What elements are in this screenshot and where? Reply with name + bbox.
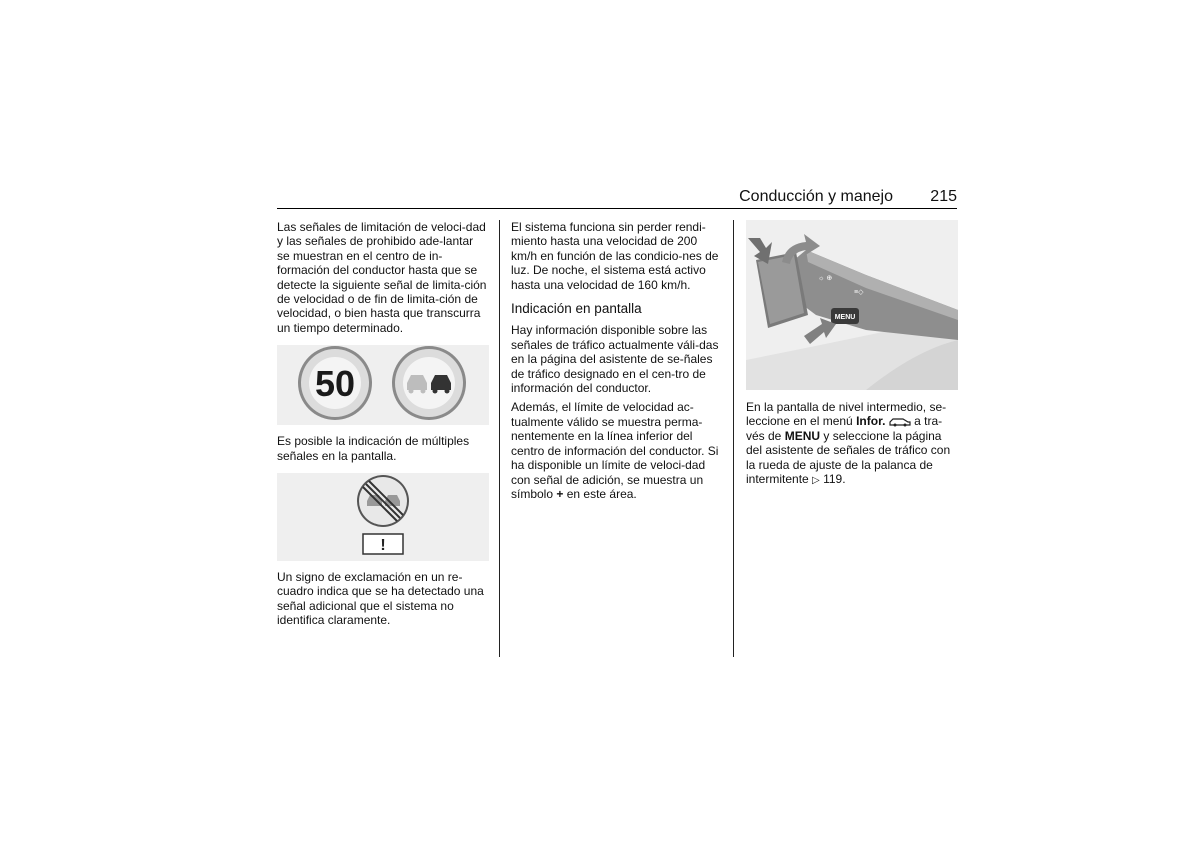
section-heading: Indicación en pantalla <box>511 301 642 317</box>
column-divider <box>733 220 734 657</box>
paragraph: Un signo de exclamación en un re-cuadro indica que se ha detectado una señal adicional que el sistema no identifica claramente. <box>277 570 484 628</box>
page-reference-icon: ▷ <box>812 475 820 487</box>
column-right <box>746 220 958 493</box>
exclamation-box-icon <box>363 534 403 554</box>
indicator-stalk-figure <box>746 220 958 390</box>
paragraph: Además, el límite de velocidad ac-tualmente válido se muestra perma-nentemente en la línea inferior del centro de información del conductor. Si ha disponible un límite de veloci-dad con señal de adición, se muestra un símbolo + en este área. <box>511 400 719 501</box>
traffic-signs-figure <box>277 345 489 425</box>
menu-label: MENU <box>784 428 821 443</box>
no-overtaking-sign-icon <box>392 346 466 420</box>
paragraph: El sistema funciona sin perder rendi-miento hasta una velocidad de 200 km/h en función de las condicio-nes de luz. De noche, el sistema está activo hasta una velocidad de 160 km/h. <box>511 220 719 292</box>
speed-limit-value: 50 <box>314 363 356 405</box>
car-icon <box>889 417 911 427</box>
menu-button-icon <box>831 308 859 324</box>
section-title: Conducción y manejo <box>739 188 893 205</box>
svg-text:≡◇: ≡◇ <box>854 289 864 296</box>
paragraph: En la pantalla de nivel intermedio, se-leccione en el menú Infor. a tra-vés de MENU y seleccione la página del asistente de señales de tráfico con la rueda de ajuste de la palanca de intermitente ▷ 119. <box>746 400 951 487</box>
paragraph: Hay información disponible sobre las señales de tráfico actualmente váli-das en la página del asistente de se-ñales de tráfico designado en el cen-tro de información del conductor. <box>511 323 719 396</box>
exclamation-mark: ! <box>380 537 386 555</box>
plus-symbol: + <box>556 486 564 501</box>
page-reference: 119 <box>823 472 843 487</box>
svg-text:☼ ⊕: ☼ ⊕ <box>818 275 833 282</box>
column-left <box>277 220 489 633</box>
page-header <box>277 186 957 209</box>
paragraph: Es posible la indicación de múltiples señales en la pantalla. <box>277 434 470 463</box>
infor-menu-label: Infor. <box>856 414 886 429</box>
end-no-overtaking-sign-icon <box>357 475 409 527</box>
indicator-stalk-icon <box>756 250 958 340</box>
page-number: 215 <box>930 188 957 205</box>
paragraph: Las señales de limitación de veloci-dad y las señales de prohibido ade-lantar se muestran en el centro de in-formación del conductor hasta que se detecte la siguiente señal de limita-ción de velocidad o de fin de limita-ción de velocidad, o bien hasta que transcurra un tiempo determinado. <box>277 220 487 335</box>
menu-button-label: MENU <box>834 314 856 321</box>
speed-limit-sign-icon <box>298 346 372 420</box>
end-of-restriction-figure <box>277 473 489 561</box>
column-middle <box>511 220 723 506</box>
column-divider <box>499 220 500 657</box>
